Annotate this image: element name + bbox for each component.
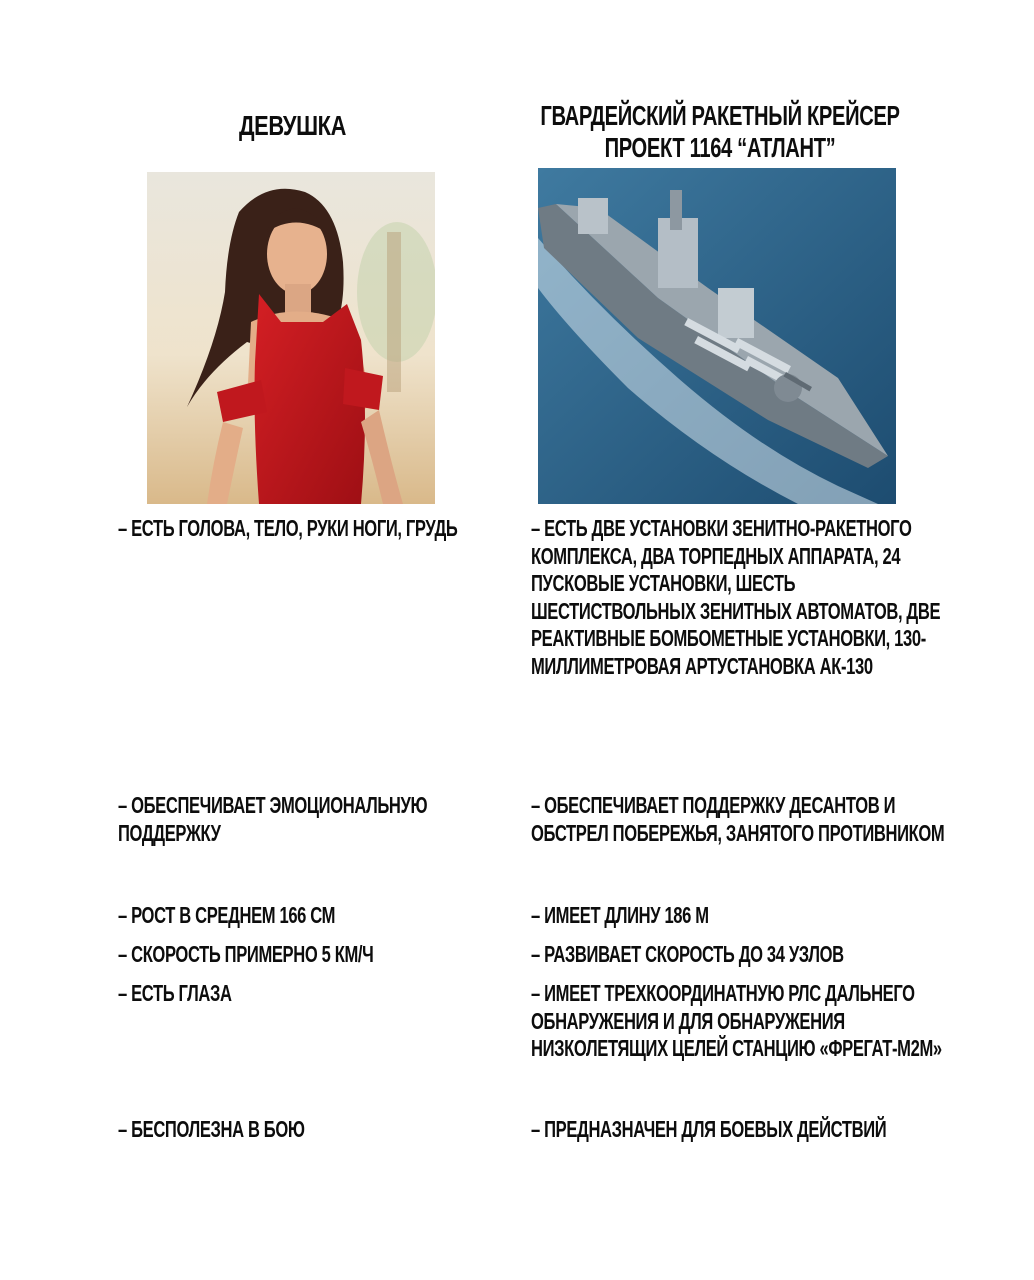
- right-item-speed: – РАЗВИВАЕТ СКОРОСТЬ ДО 34 УЗЛОВ: [531, 941, 844, 967]
- left-item-combat: – БЕСПОЛЕЗНА В БОЮ: [118, 1116, 305, 1142]
- right-column-title: ГВАРДЕЙСКИЙ РАКЕТНЫЙ КРЕЙСЕР ПРОЕКТ 1164 “АТЛАНТ”: [540, 100, 900, 163]
- left-item-support: – ОБЕСПЕЧИВАЕТ ЭМОЦИОНАЛЬНУЮ ПОДДЕРЖКУ: [118, 792, 428, 846]
- right-item-purpose: – ПРЕДНАЗНАЧЕН ДЛЯ БОЕВЫХ ДЕЙСТВИЙ: [531, 1116, 887, 1142]
- left-item-eyes: – ЕСТЬ ГЛАЗА: [118, 980, 232, 1006]
- left-item-body: – ЕСТЬ ГОЛОВА, ТЕЛО, РУКИ НОГИ, ГРУДЬ: [118, 515, 458, 541]
- missile-cruiser-at-sea-photo: [538, 168, 896, 504]
- woman-in-red-dress-photo: [147, 172, 435, 504]
- right-item-length: – ИМЕЕТ ДЛИНУ 186 М: [531, 902, 709, 928]
- cruiser-photo-drawing: [538, 168, 896, 504]
- left-column-title: ДЕВУШКА: [239, 110, 346, 141]
- right-item-support: – ОБЕСПЕЧИВАЕТ ПОДДЕРЖКУ ДЕСАНТОВ И ОБСТРЕЛ ПОБЕРЕЖЬЯ, ЗАНЯТОГО ПРОТИВНИКОМ: [531, 792, 945, 846]
- left-item-speed: – СКОРОСТЬ ПРИМЕРНО 5 КМ/Ч: [118, 941, 374, 967]
- right-item-armament: – ЕСТЬ ДВЕ УСТАНОВКИ ЗЕНИТНО-РАКЕТНОГО КОМПЛЕКСА, ДВА ТОРПЕДНЫХ АППАРАТА, 24 ПУСКОВЫЕ УСТАНОВКИ, ШЕСТЬ ШЕСТИСТВОЛЬНЫХ ЗЕНИТНЫХ АВТОМАТОВ, ДВЕ РЕАКТИВНЫЕ БОМБОМЕТНЫЕ УСТАНОВКИ, 130-МИЛЛИМЕТРОВАЯ АРТУСТАНОВКА АК-130: [531, 515, 941, 679]
- right-item-radar: – ИМЕЕТ ТРЕХКООРДИНАТНУЮ РЛС ДАЛЬНЕГО ОБНАРУЖЕНИЯ И ДЛЯ ОБНАРУЖЕНИЯ НИЗКОЛЕТЯЩИХ ЦЕЛЕЙ СТАНЦИЮ «ФРЕГАТ-М2М»: [531, 980, 942, 1061]
- left-item-height: – РОСТ В СРЕДНЕМ 166 СМ: [118, 902, 336, 928]
- woman-photo-drawing: [147, 172, 435, 504]
